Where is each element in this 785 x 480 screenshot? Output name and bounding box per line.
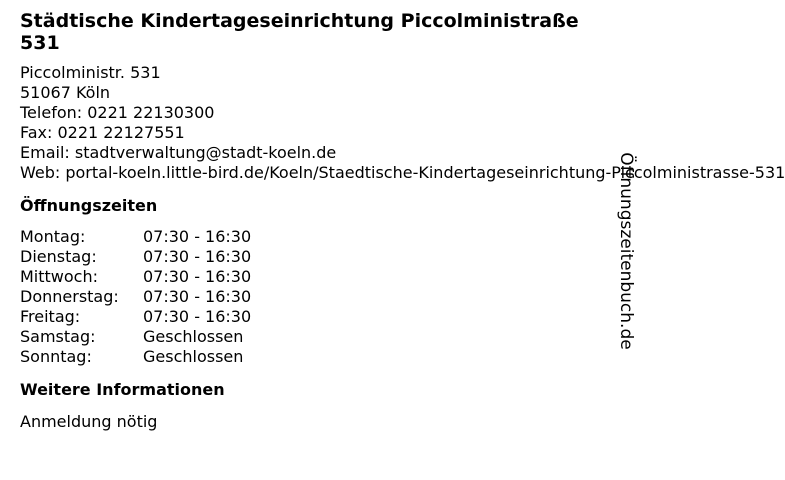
hours-day: Donnerstag: — [20, 287, 119, 306]
further-info-heading: Weitere Informationen — [20, 380, 225, 399]
contact-block — [20, 63, 785, 183]
hours-time: 07:30 - 16:30 — [143, 227, 252, 246]
hours-row — [20, 227, 251, 247]
further-info-text: Anmeldung nötig — [20, 412, 158, 431]
hours-day: Montag: — [20, 227, 86, 246]
hours-time: 07:30 - 16:30 — [143, 287, 252, 306]
hours-time: 07:30 - 16:30 — [143, 247, 252, 266]
page-title: Städtische Kindertageseinrichtung Piccolministraße 531 — [20, 10, 579, 54]
hours-time: 07:30 - 16:30 — [143, 267, 252, 286]
hours-row — [20, 307, 251, 327]
hours-time: Geschlossen — [143, 347, 244, 366]
hours-row — [20, 347, 251, 367]
hours-day: Freitag: — [20, 307, 81, 326]
email-address: Email: stadtverwaltung@stadt-koeln.de — [20, 143, 337, 162]
hours-day: Dienstag: — [20, 247, 97, 266]
hours-time: 07:30 - 16:30 — [143, 307, 252, 326]
opening-hours-heading: Öffnungszeiten — [20, 196, 158, 215]
hours-day: Samstag: — [20, 327, 96, 346]
hours-row — [20, 327, 251, 347]
brand-watermark — [612, 137, 640, 365]
phone-number: Telefon: 0221 22130300 — [20, 103, 215, 122]
hours-time: Geschlossen — [143, 327, 244, 346]
hours-day: Mittwoch: — [20, 267, 98, 286]
street-address: Piccolministr. 531 — [20, 63, 161, 82]
hours-row — [20, 247, 251, 267]
hours-row — [20, 267, 251, 287]
hours-row — [20, 287, 251, 307]
website-url: Web: portal-koeln.little-bird.de/Koeln/Staedtische-Kindertageseinrichtung-Piccolministrasse-531 — [20, 163, 785, 182]
fax-number: Fax: 0221 22127551 — [20, 123, 185, 142]
hours-day: Sonntag: — [20, 347, 92, 366]
opening-hours-table — [20, 227, 251, 367]
brand-label: Öffnungszeitenbuch.de — [616, 152, 636, 350]
postal-city: 51067 Köln — [20, 83, 111, 102]
